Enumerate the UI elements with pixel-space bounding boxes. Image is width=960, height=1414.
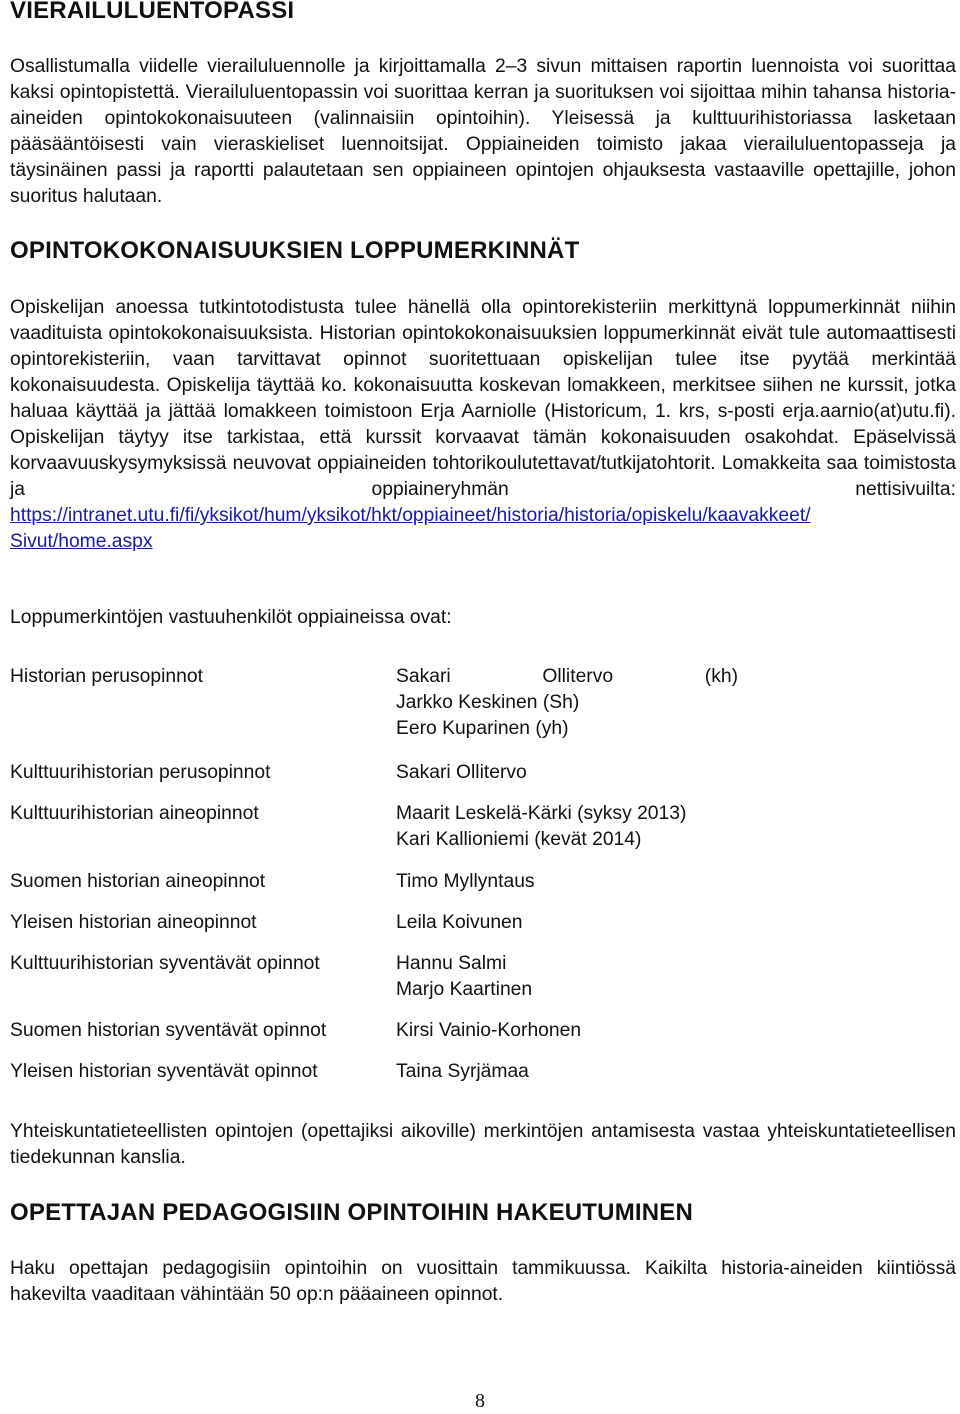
paragraph-pedagogiset: Haku opettajan pedagogisiin opintoihin on vuosittain tammikuussa. Kaikilta historia-aineiden kiintiössä hakevilta vaaditaan vähintään 50 op:n pääaineen opinnot.: [10, 1258, 956, 1305]
forms-link[interactable]: [10, 505, 811, 552]
responsibles-table: [10, 664, 738, 1089]
table-row: [10, 1059, 738, 1089]
table-row: [10, 910, 738, 951]
responsible-people: [396, 910, 738, 951]
person-name: Ollitervo: [542, 666, 614, 687]
forms-link-line1: https://intranet.utu.fi/fi/yksikot/hum/yksikot/hkt/oppiaineet/historia/historia/opiskelu/kaavakkeet/: [10, 505, 811, 526]
responsible-people: [396, 1018, 738, 1059]
course-name: Kulttuurihistorian perusopinnot: [10, 762, 271, 783]
section-yhteiskunta: [10, 1119, 956, 1171]
table-row: [10, 869, 738, 910]
person-name: Sakari: [396, 666, 451, 687]
course-name: Suomen historian aineopinnot: [10, 871, 266, 892]
person-line: [396, 664, 738, 690]
forms-link-line2: Sivut/home.aspx: [10, 531, 153, 552]
course-name: Kulttuurihistorian aineopinnot: [10, 803, 259, 824]
course-name: Historian perusopinnot: [10, 666, 203, 687]
paragraph-vierailuluentopassi: Osallistumalla viidelle vierailuluennolle ja kirjoittamalla 2–3 sivun mittaisen raportin luennoista voi suorittaa kaksi opintopistettä. Vierailuluentopassin voi suorittaa kerran ja suorituksen voi sijoittaa mihin tahansa historia-aineiden opintokokonaisuuteen (valinnaisiin opintoihin). Yleisessä ja kulttuurihistoriassa lasketaan pääsääntöisesti vain vieraskieliset luennoitsijat. Oppiaineiden toimisto jakaa vierailuluentopasseja ja täysinäinen passi ja raportti palautetaan sen oppiaineen opintojen ohjauksesta vastaaville opettajille, johon suoritus halutaan.: [10, 56, 956, 207]
responsible-people: [396, 760, 738, 801]
person-line: Maarit Leskelä-Kärki (syksy 2013): [396, 803, 687, 824]
person-line: Leila Koivunen: [396, 912, 523, 933]
table-row: [10, 951, 738, 1018]
section-pedagogiset: [10, 1256, 956, 1308]
table-row: [10, 1018, 738, 1059]
course-name: Yleisen historian aineopinnot: [10, 912, 257, 933]
heading-loppumerkinnat: OPINTOKOKONAISUUKSIEN LOPPUMERKINNÄT: [10, 237, 580, 264]
responsible-people: [396, 664, 738, 760]
table-row: [10, 801, 738, 869]
responsibles-title: Loppumerkintöjen vastuuhenkilöt oppiaineissa ovat:: [10, 607, 452, 628]
page-number: 8: [475, 1390, 485, 1412]
course-name: Yleisen historian syventävät opinnot: [10, 1061, 318, 1082]
responsible-people: [396, 951, 738, 1018]
responsible-people: [396, 1059, 738, 1089]
paragraph-loppumerkinnat: [10, 295, 956, 555]
person-line: Jarkko Keskinen (Sh): [396, 692, 580, 713]
person-line: Eero Kuparinen (yh): [396, 718, 569, 739]
person-line: Timo Myllyntaus: [396, 871, 535, 892]
course-name: Kulttuurihistorian syventävät opinnot: [10, 953, 320, 974]
paragraph-yhteiskunta: Yhteiskuntatieteellisten opintojen (opettajiksi aikoville) merkintöjen antamisesta vastaa yhteiskuntatieteellisen tiedekunnan kanslia.: [10, 1121, 956, 1168]
heading-vierailuluentopassi: VIERAILULUENTOPASSI: [10, 0, 295, 24]
section-vierailuluentopassi: [10, 54, 956, 210]
responsible-people: [396, 869, 738, 910]
person-line: Sakari Ollitervo: [396, 762, 527, 783]
heading-pedagogiset: OPETTAJAN PEDAGOGISIIN OPINTOIHIN HAKEUTUMINEN: [10, 1199, 694, 1226]
course-name: Suomen historian syventävät opinnot: [10, 1020, 327, 1041]
table-row: [10, 760, 738, 801]
responsible-people: [396, 801, 738, 869]
paragraph-loppumerkinnat-text: Opiskelijan anoessa tutkintotodistusta tulee hänellä olla opintorekisteriin merkittynä loppumerkinnät niihin vaadituista opintokokonaisuuksista. Historian opintokokonaisuuksien loppumerkinnät eivät tule automaattisesti opintorekisteriin, vaan tarvittavat opinnot suoritettuaan opiskelijan tulee itse pyytää merkintää kokonaisuudesta. Opiskelija täyttää ko. kokonaisuutta koskevan lomakkeen, merkitsee siihen ne kurssit, jotka haluaa käyttää ja jättää lomakkeen toimistoon Erja Aarniolle (Historicum, 1. krs, s-posti erja.aarnio(at)utu.fi). Opiskelijan täytyy itse tarkistaa, että kurssit korvaavat tämän kokonaisuuden osakohdat. Epäselvissä korvaavuuskysymyksissä neuvovat oppiaineiden tohtorikoulutettavat/tutkijatohtorit. Lomakkeita saa toimistosta ja oppiaineryhmän nettisivuilta:: [10, 297, 956, 500]
person-line: Kirsi Vainio-Korhonen: [396, 1020, 582, 1041]
person-line: Kari Kallioniemi (kevät 2014): [396, 829, 642, 850]
table-row: [10, 664, 738, 760]
person-line: Taina Syrjämaa: [396, 1061, 529, 1082]
person-name: (kh): [704, 666, 738, 687]
person-line: Hannu Salmi: [396, 953, 507, 974]
section-loppumerkinnat: [10, 295, 956, 555]
person-line: Marjo Kaartinen: [396, 979, 533, 1000]
